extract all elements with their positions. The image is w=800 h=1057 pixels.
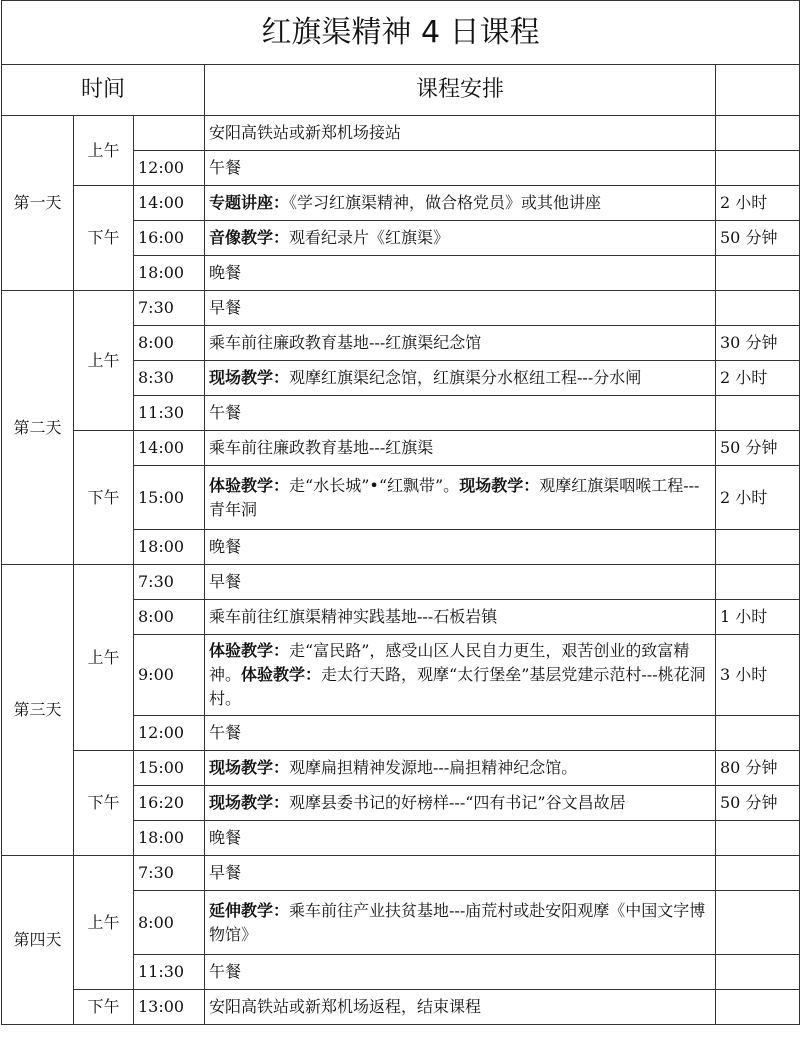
period-pm: 下午 <box>74 990 134 1025</box>
time-cell: 7:30 <box>134 291 205 326</box>
duration-cell <box>716 990 800 1025</box>
table-row <box>2 186 800 221</box>
time-cell: 18:00 <box>134 256 205 291</box>
duration-cell <box>716 291 800 326</box>
activity-type: 体验教学： <box>209 475 290 495</box>
table-row <box>2 856 800 891</box>
header-duration <box>716 65 800 116</box>
time-cell: 8:00 <box>134 891 205 955</box>
time-cell: 9:00 <box>134 635 205 716</box>
activity-type: 体验教学： <box>241 665 322 684</box>
day-label: 第三天 <box>2 565 74 856</box>
activity-cell: 早餐 <box>205 856 716 891</box>
table-row <box>2 751 800 786</box>
activity-cell: 安阳高铁站或新郑机场接站 <box>205 116 716 151</box>
header-schedule: 课程安排 <box>205 65 716 116</box>
duration-cell: 2 小时 <box>716 186 800 221</box>
time-cell: 15:00 <box>134 751 205 786</box>
duration-cell <box>716 151 800 186</box>
period-am: 上午 <box>74 856 134 990</box>
time-cell: 16:20 <box>134 786 205 821</box>
activity-type: 专题讲座： <box>209 193 290 212</box>
time-cell: 8:00 <box>134 326 205 361</box>
time-cell: 11:30 <box>134 955 205 990</box>
activity-cell: 现场教学：观摩扁担精神发源地---扁担精神纪念馆。 <box>205 751 716 786</box>
activity-cell: 午餐 <box>205 151 716 186</box>
day-label: 第四天 <box>2 856 74 1025</box>
activity-cell: 晚餐 <box>205 821 716 856</box>
duration-cell <box>716 116 800 151</box>
activity-cell: 晚餐 <box>205 530 716 565</box>
table-row <box>2 565 800 600</box>
duration-cell: 3 小时 <box>716 635 800 716</box>
activity-cell: 午餐 <box>205 716 716 751</box>
period-am: 上午 <box>74 565 134 751</box>
activity-cell: 乘车前往廉政教育基地---红旗渠 <box>205 431 716 466</box>
activity-cell: 延伸教学：乘车前往产业扶贫基地---庙荒村或赴安阳观摩《中国文字博物馆》 <box>205 891 716 955</box>
duration-cell: 2 小时 <box>716 466 800 530</box>
time-cell: 16:00 <box>134 221 205 256</box>
time-cell: 15:00 <box>134 466 205 530</box>
duration-cell <box>716 396 800 431</box>
duration-cell: 50 分钟 <box>716 221 800 256</box>
activity-type: 现场教学： <box>209 793 290 812</box>
activity-cell: 专题讲座：《学习红旗渠精神，做合格党员》或其他讲座 <box>205 186 716 221</box>
time-cell: 13:00 <box>134 990 205 1025</box>
duration-cell <box>716 256 800 291</box>
activity-type: 现场教学： <box>209 368 290 387</box>
table-row <box>2 291 800 326</box>
duration-cell: 80 分钟 <box>716 751 800 786</box>
time-cell: 7:30 <box>134 856 205 891</box>
activity-cell: 早餐 <box>205 291 716 326</box>
duration-cell <box>716 955 800 990</box>
activity-type: 现场教学： <box>209 758 290 777</box>
time-cell: 11:30 <box>134 396 205 431</box>
time-cell: 14:00 <box>134 431 205 466</box>
time-cell: 18:00 <box>134 821 205 856</box>
activity-cell: 晚餐 <box>205 256 716 291</box>
activity-cell: 乘车前往廉政教育基地---红旗渠纪念馆 <box>205 326 716 361</box>
time-cell: 18:00 <box>134 530 205 565</box>
activity-type: 体验教学： <box>209 641 290 660</box>
activity-cell: 午餐 <box>205 396 716 431</box>
period-am: 上午 <box>74 291 134 431</box>
activity-type: 音像教学： <box>209 228 290 247</box>
header-time: 时间 <box>2 65 205 116</box>
course-schedule-table <box>1 0 800 1025</box>
table-row <box>2 116 800 151</box>
activity-cell: 午餐 <box>205 955 716 990</box>
time-cell: 7:30 <box>134 565 205 600</box>
activity-cell: 早餐 <box>205 565 716 600</box>
activity-cell: 乘车前往红旗渠精神实践基地---石板岩镇 <box>205 600 716 635</box>
activity-cell: 现场教学：观摩红旗渠纪念馆，红旗渠分水枢纽工程---分水闸 <box>205 361 716 396</box>
table-row <box>2 990 800 1025</box>
duration-cell: 1 小时 <box>716 600 800 635</box>
duration-cell <box>716 821 800 856</box>
period-am: 上午 <box>74 116 134 186</box>
day-label: 第一天 <box>2 116 74 291</box>
page-title: 红旗渠精神 4 日课程 <box>2 1 800 65</box>
duration-cell <box>716 856 800 891</box>
duration-cell: 50 分钟 <box>716 786 800 821</box>
time-cell: 8:00 <box>134 600 205 635</box>
time-cell: 12:00 <box>134 151 205 186</box>
activity-cell: 现场教学：观摩县委书记的好榜样---“四有书记”谷文昌故居 <box>205 786 716 821</box>
duration-cell: 30 分钟 <box>716 326 800 361</box>
time-cell: 14:00 <box>134 186 205 221</box>
time-cell <box>134 116 205 151</box>
activity-cell: 安阳高铁站或新郑机场返程，结束课程 <box>205 990 716 1025</box>
activity-cell: 音像教学：观看纪录片《红旗渠》 <box>205 221 716 256</box>
period-pm: 下午 <box>74 431 134 565</box>
duration-cell: 2 小时 <box>716 361 800 396</box>
time-cell: 12:00 <box>134 716 205 751</box>
period-pm: 下午 <box>74 751 134 856</box>
duration-cell <box>716 716 800 751</box>
duration-cell <box>716 565 800 600</box>
activity-cell: 体验教学：走“水长城”•“红飘带”。现场教学：观摩红旗渠咽喉工程---青年洞 <box>205 466 716 530</box>
duration-cell <box>716 891 800 955</box>
activity-type: 延伸教学： <box>209 900 290 920</box>
table-row <box>2 431 800 466</box>
activity-cell: 体验教学：走“富民路”，感受山区人民自力更生，艰苦创业的致富精神。体验教学：走太行天路，观摩“太行堡垒”基层党建示范村---桃花洞村。 <box>205 635 716 716</box>
time-cell: 8:30 <box>134 361 205 396</box>
duration-cell <box>716 530 800 565</box>
period-pm: 下午 <box>74 186 134 291</box>
day-label: 第二天 <box>2 291 74 565</box>
activity-type: 现场教学： <box>459 475 540 495</box>
duration-cell: 50 分钟 <box>716 431 800 466</box>
